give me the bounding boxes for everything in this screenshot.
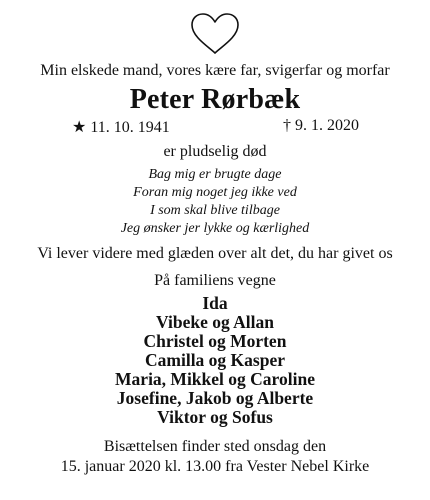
- poem-line: Jeg ønsker jer lykke og kærlighed: [120, 221, 310, 236]
- family-name: Maria, Mikkel og Caroline: [115, 369, 315, 389]
- life-dates: [0, 117, 430, 139]
- funeral-line: 15. januar 2020 kl. 13.00 fra Vester Nebel Kirke: [60, 458, 370, 475]
- poem: [0, 166, 430, 238]
- deceased-name: Peter Rørbæk: [129, 84, 301, 115]
- on-behalf-text: På familiens vegne: [154, 272, 276, 289]
- family-name: Christel og Morten: [143, 331, 287, 351]
- family-name: Vibeke og Allan: [156, 312, 274, 332]
- funeral-info: [0, 437, 430, 477]
- heart-icon: [189, 12, 241, 56]
- funeral-line: Bisættelsen finder sted onsdag den: [103, 438, 327, 455]
- death-date: † 9. 1. 2020: [283, 117, 359, 134]
- poem-line: I som skal blive tilbage: [150, 203, 280, 218]
- thanks-text: Vi lever videre med glæden over alt det, du har givet os: [37, 245, 393, 262]
- family-name: Ida: [202, 293, 228, 313]
- poem-line: Bag mig er brugte dage: [148, 167, 282, 182]
- family-name: Camilla og Kasper: [145, 350, 285, 370]
- family-name: Viktor og Sofus: [157, 407, 273, 427]
- family-names: [0, 294, 430, 427]
- sudden-death-text: er pludselig død: [163, 143, 267, 160]
- poem-line: Foran mig noget jeg ikke ved: [133, 185, 297, 200]
- birth-date: ★ 11. 10. 1941: [72, 119, 170, 136]
- intro-text: Min elskede mand, vores kære far, svigerfar og morfar: [40, 62, 390, 79]
- family-name: Josefine, Jakob og Alberte: [116, 388, 314, 408]
